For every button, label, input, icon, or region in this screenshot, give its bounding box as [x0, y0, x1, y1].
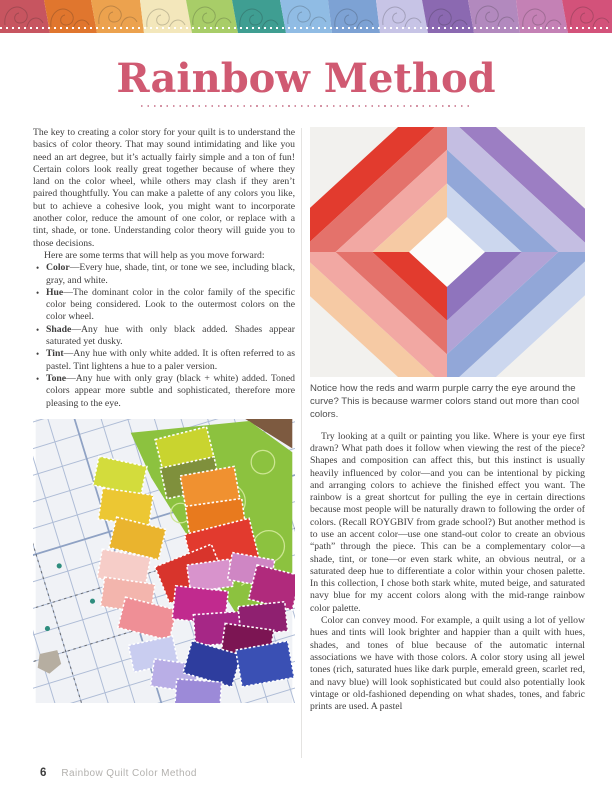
page-footer [40, 767, 197, 779]
running-title: Rainbow Quilt Color Method [61, 768, 197, 779]
swatch-photo [33, 419, 295, 703]
term-definition: —Any hue with only black added. Shades appear saturated yet dusky. [46, 323, 295, 348]
term-item-tone [33, 373, 295, 410]
term-definition: —Every hue, shade, tint, or tone we see, including black, gray, and white. [46, 262, 295, 286]
intro-paragraph: The key to creating a color story for your quilt is to understand the basics of color theory. That may sound intimidating and like you need an art degree, but it’s actually fairly simple and a ton of fun! Certain colors look really great together because of where they land on the color wheel, while others may clash if they aren’t paired thoughtfully. You can make a palette of any colors you like, but to achieve a cohesive look, you might want to incorporate another color, reduce the amount of one color, or replace with a tint, shade, or tone. Understanding color theory will guide you to those decisions. [33, 127, 295, 249]
term-item-tint [33, 348, 295, 373]
page-title: Rainbow Method [116, 55, 496, 102]
term-item-color [33, 262, 295, 287]
title-block [0, 57, 612, 107]
term-name: Hue [46, 286, 64, 298]
term-item-shade [33, 324, 295, 349]
term-definition: —Any hue with only gray (black + white) added. Toned colors appear more subtle and sophisticated, therefore more pleasing to the eye. [46, 372, 295, 409]
term-name: Color [46, 262, 70, 274]
term-name: Shade [46, 323, 72, 335]
swatch [175, 679, 222, 703]
term-definition: —Any hue with only white added. It is often referred to as pastel. Tint lightens a hue to a paler version. [46, 348, 295, 372]
page-number: 6 [40, 767, 47, 779]
swatch [236, 641, 295, 687]
term-item-hue [33, 287, 295, 324]
header-fabric-strip [0, 0, 612, 33]
term-list [33, 262, 295, 410]
term-name: Tone [46, 372, 67, 384]
quilt-block-photo [310, 127, 585, 377]
column-divider [301, 128, 302, 758]
right-column [310, 127, 585, 713]
left-column [33, 127, 295, 713]
terms-intro: Here are some terms that will help as you move forward: [44, 249, 265, 261]
term-name: Tint [46, 348, 64, 360]
body-paragraph-1: Try looking at a quilt or painting you like. Where is your eye first drawn? What path does it follow when viewing the rest of the piece? Shapes and composition can affect this, but this instinct is usually heavily influenced by color—and you can be intentional by picking and arranging colors to achieve the finished effect you want. The rainbow is a great shortcut for pulling the eye in certain directions because most people will be naturally drawn to following the order of colors. (Recall ROYGBIV from grade school?) But another method is to use an accent color—use one stand-out color to create an obvious “path” through the piece. This can be a complementary color—a shade, tint, or tone—or even stark white, an obvious neutral, or a saturated deep hue to differentiate a color within your chosen palette. In this collection, I chose both stark white, muted beige, and saturated navy blue for my accent colors along with the mid-range rainbow color palette. [310, 430, 585, 614]
term-definition: —The dominant color in the color family of the specific color being considered. Look to the outermost colors on the color wheel. [46, 286, 295, 323]
body-paragraph-2: Color can convey mood. For example, a quilt using a lot of yellow hues and tints will look brighter and happier than a quilt with hues, shades, and tones of blue because of the automatic internal associations we have with those colors. A color story using all jewel tones (rich, saturated hues like dark purple, emerald green, scarlet red, and navy blue) will look sophisticated but could also potentially look vintage or old-fashioned depending on what shades, tones, and fabric prints are used. A pastel [310, 615, 585, 713]
white-dotted-rule [0, 27, 612, 29]
page-content [0, 107, 612, 713]
photo-caption: Notice how the reds and warm purple carry the eye around the curve? This is because warmer colors stand out more than cool colors. [310, 383, 580, 421]
